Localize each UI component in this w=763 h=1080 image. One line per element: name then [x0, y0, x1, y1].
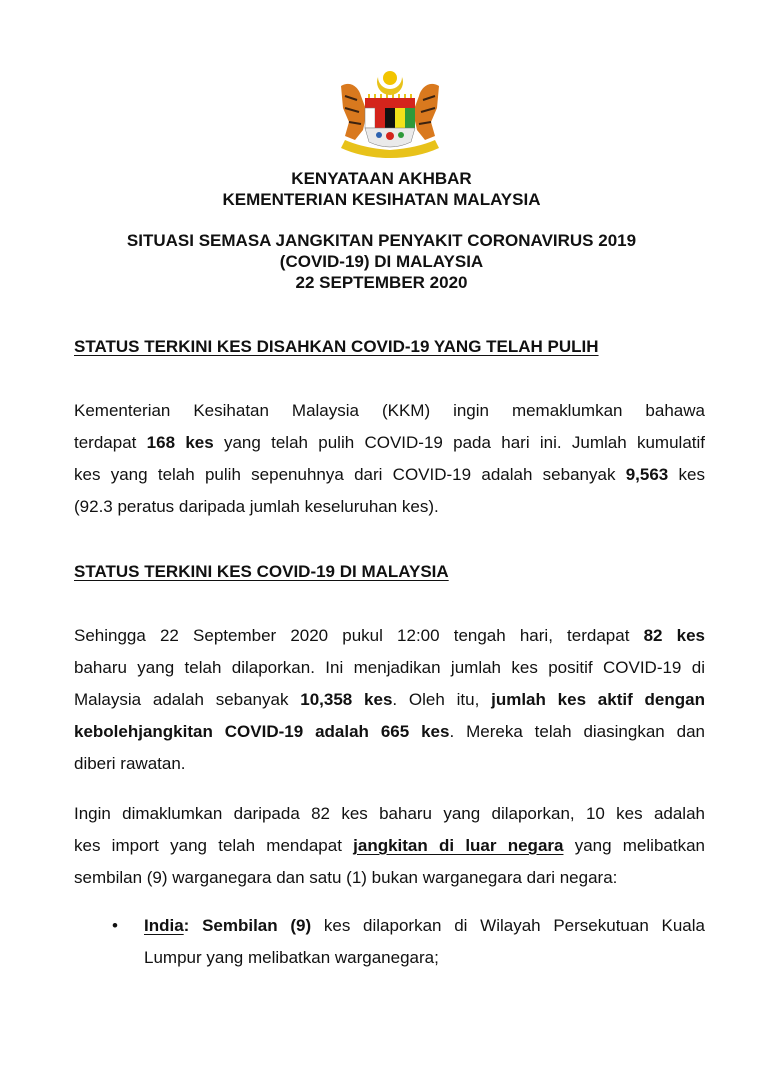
text: diberi rawatan. — [74, 754, 186, 773]
import-cases-paragraph — [74, 798, 705, 894]
text: : — [183, 916, 190, 935]
text: kes import yang telah mendapat — [74, 836, 354, 855]
text: kes — [668, 465, 705, 484]
paragraph-line — [74, 830, 705, 862]
text: yang telah pulih COVID-19 pada hari ini. Jumlah kumulatif — [213, 433, 705, 452]
text: sembilan (9) warganegara dan satu (1) bukan warganegara dari negara: — [74, 868, 618, 887]
status-paragraph — [74, 620, 705, 780]
paragraph-line — [74, 459, 705, 491]
malaysia-coat-of-arms-icon — [333, 66, 447, 158]
section-heading-recovered: STATUS TERKINI KES DISAHKAN COVID-19 YANG TELAH PULIH — [74, 337, 599, 356]
text: kes dilaporkan di Wilayah Persekutuan Kuala — [311, 916, 705, 935]
paragraph-line — [74, 620, 705, 652]
text: Ingin dimaklumkan daripada 82 kes baharu yang dilaporkan, 10 kes adalah — [74, 804, 705, 823]
title-line-2: KEMENTERIAN KESIHATAN MALAYSIA — [222, 190, 541, 209]
paragraph-line — [74, 748, 705, 780]
text: terdapat — [74, 433, 147, 452]
text: Kementerian Kesihatan Malaysia (KKM) ingin memaklumkan bahawa — [74, 401, 705, 420]
text: kes yang telah pulih sepenuhnya dari COVID-19 adalah sebanyak — [74, 465, 626, 484]
text: . Oleh itu, — [392, 690, 492, 709]
imported-infection-emphasis: jangkitan di luar negara — [353, 836, 564, 855]
recovered-today-count: 168 kes — [146, 433, 214, 452]
text: Malaysia adalah sebanyak — [74, 690, 301, 709]
bullet-icon: • — [112, 916, 118, 935]
paragraph-line — [74, 684, 705, 716]
bullet-line — [144, 942, 705, 974]
paragraph-line — [74, 395, 705, 427]
recovered-paragraph — [74, 395, 705, 523]
section-heading-status: STATUS TERKINI KES COVID-19 DI MALAYSIA — [74, 562, 449, 581]
text: baharu yang telah dilaporkan. Ini menjadikan jumlah kes positif COVID-19 di — [74, 658, 705, 677]
subtitle-line-2: (COVID-19) DI MALAYSIA — [279, 252, 484, 271]
text: . Mereka telah diasingkan dan — [449, 722, 705, 741]
press-release-title — [0, 168, 763, 210]
active-cases-text: jumlah kes aktif dengan — [491, 690, 705, 709]
active-cases-count: kebolehjangkitan COVID-19 adalah 665 kes — [74, 722, 450, 741]
country-name: India — [144, 916, 184, 935]
paragraph-line — [74, 862, 705, 894]
text: Sehingga 22 September 2020 pukul 12:00 tengah hari, terdapat — [74, 626, 644, 645]
total-cases-count: 10,358 kes — [300, 690, 393, 709]
subtitle-line-1: SITUASI SEMASA JANGKITAN PENYAKIT CORONAVIRUS 2019 — [126, 231, 637, 250]
new-cases-count: 82 kes — [643, 626, 705, 645]
paragraph-line — [74, 491, 705, 523]
paragraph-line — [74, 652, 705, 684]
paragraph-line — [74, 798, 705, 830]
bullet-text — [144, 910, 705, 974]
title-line-1: KENYATAAN AKHBAR — [291, 169, 472, 188]
country-case-count: Sembilan (9) — [189, 916, 312, 935]
bullet-line — [144, 910, 705, 942]
document-date: 22 SEPTEMBER 2020 — [295, 273, 468, 292]
text: yang melibatkan — [563, 836, 705, 855]
paragraph-line — [74, 427, 705, 459]
recovered-cumulative-count: 9,563 — [625, 465, 669, 484]
text: (92.3 peratus daripada jumlah keseluruhan kes). — [74, 497, 439, 516]
paragraph-line — [74, 716, 705, 748]
text: Lumpur yang melibatkan warganegara; — [144, 948, 439, 967]
document-subtitle — [0, 230, 763, 293]
